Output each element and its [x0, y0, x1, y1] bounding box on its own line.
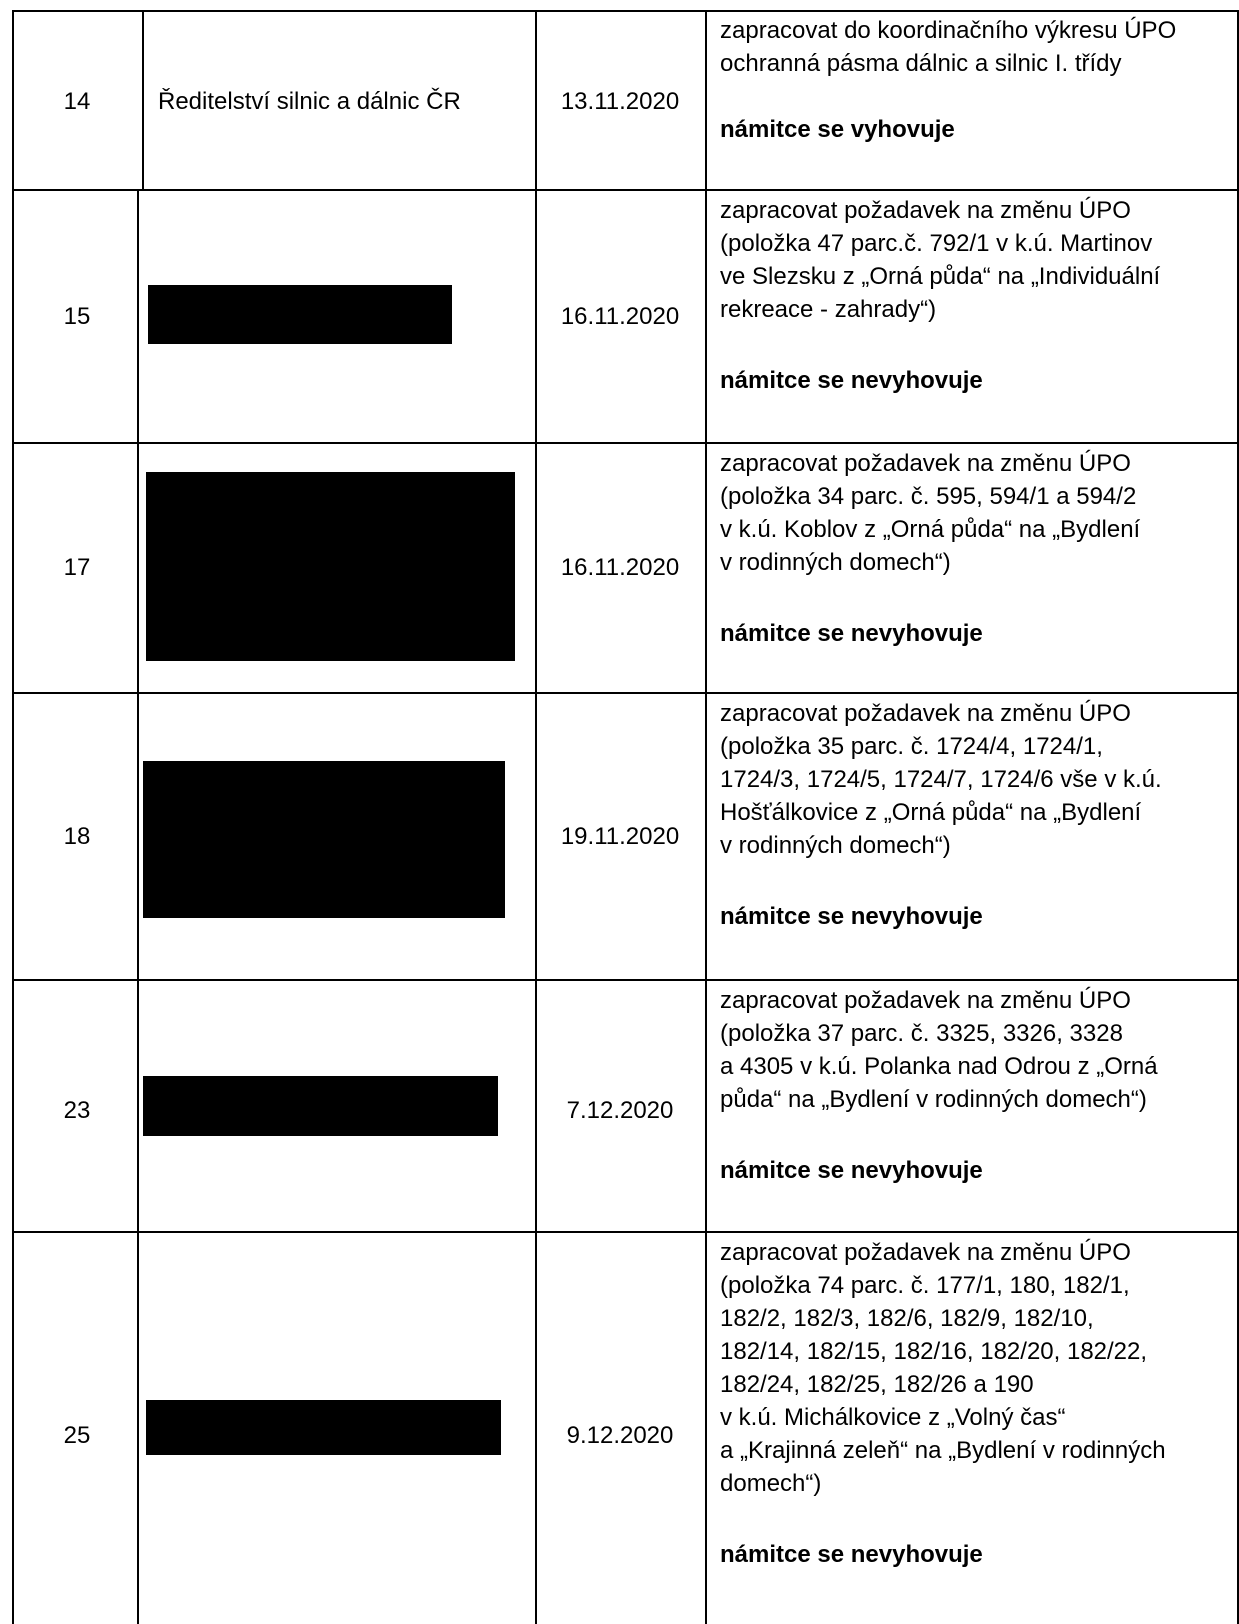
text-line: a 4305 v k.ú. Polanka nad Odrou z „Orná [720, 1053, 1158, 1080]
verdict: námitce se nevyhovuje [720, 1541, 983, 1568]
request-text [720, 984, 1235, 1187]
grid-line [535, 10, 537, 1624]
grid-line [142, 10, 144, 190]
text-line: v rodinných domech“) [720, 832, 951, 859]
grid-line [12, 692, 1239, 694]
text-line: v k.ú. Koblov z „Orná půda“ na „Bydlení [720, 516, 1141, 543]
submission-date: 13.11.2020 [560, 88, 680, 115]
text-line: Hošťálkovice z „Orná půda“ na „Bydlení [720, 799, 1142, 826]
text-line: ochranná pásma dálnic a silnic I. třídy [720, 50, 1122, 77]
text-line: zapracovat do koordinačního výkresu ÚPO [720, 17, 1177, 44]
text-line: zapracovat požadavek na změnu ÚPO [720, 450, 1131, 477]
row-number: 14 [63, 88, 91, 115]
verdict: námitce se nevyhovuje [720, 367, 983, 394]
grid-line [12, 10, 14, 1624]
row-number: 25 [63, 1422, 91, 1449]
submission-date: 9.12.2020 [566, 1422, 674, 1449]
text-line: (položka 74 parc. č. 177/1, 180, 182/1, [720, 1272, 1130, 1299]
verdict: námitce se vyhovuje [720, 116, 955, 143]
grid-line [705, 10, 707, 1624]
text-line: 182/14, 182/15, 182/16, 182/20, 182/22, [720, 1338, 1148, 1365]
text-line: zapracovat požadavek na změnu ÚPO [720, 987, 1131, 1014]
redaction-box [148, 285, 452, 344]
text-line: zapracovat požadavek na změnu ÚPO [720, 700, 1131, 727]
request-text [720, 14, 1235, 146]
text-line: 182/24, 182/25, 182/26 a 190 [720, 1371, 1034, 1398]
request-text [720, 697, 1235, 933]
submission-date: 7.12.2020 [566, 1097, 674, 1124]
text-line: domech“) [720, 1470, 822, 1497]
redaction-box [146, 472, 515, 661]
row-number: 17 [63, 554, 91, 581]
grid-line [12, 10, 1239, 12]
submission-date: 19.11.2020 [560, 823, 680, 850]
text-line: zapracovat požadavek na změnu ÚPO [720, 1239, 1131, 1266]
verdict: námitce se nevyhovuje [720, 903, 983, 930]
text-line: (položka 34 parc. č. 595, 594/1 a 594/2 [720, 483, 1137, 510]
row-number: 18 [63, 823, 91, 850]
text-line: rekreace - zahrady“) [720, 296, 937, 323]
grid-line [12, 1231, 1239, 1233]
submission-date: 16.11.2020 [560, 554, 680, 581]
text-line: ve Slezsku z „Orná půda“ na „Individuální [720, 263, 1161, 290]
redaction-box [146, 1400, 501, 1455]
text-line: 1724/3, 1724/5, 1724/7, 1724/6 vše v k.ú. [720, 766, 1162, 793]
text-line: (položka 47 parc.č. 792/1 v k.ú. Martinov [720, 230, 1153, 257]
text-line: půda“ na „Bydlení v rodinných domech“) [720, 1086, 1147, 1113]
verdict: námitce se nevyhovuje [720, 620, 983, 647]
request-text [720, 1236, 1235, 1571]
text-line: 182/2, 182/3, 182/6, 182/9, 182/10, [720, 1305, 1094, 1332]
grid-line [12, 442, 1239, 444]
row-number: 15 [63, 303, 91, 330]
submitter-name: Ředitelství silnic a dálnic ČR [158, 88, 461, 115]
text-line: v rodinných domech“) [720, 549, 951, 576]
redaction-box [143, 1076, 498, 1136]
text-line: a „Krajinná zeleň“ na „Bydlení v rodinných [720, 1437, 1166, 1464]
text-line: (položka 37 parc. č. 3325, 3326, 3328 [720, 1020, 1123, 1047]
grid-line [137, 189, 139, 1624]
text-line: zapracovat požadavek na změnu ÚPO [720, 197, 1131, 224]
text-line: (položka 35 parc. č. 1724/4, 1724/1, [720, 733, 1103, 760]
grid-line [12, 979, 1239, 981]
verdict: námitce se nevyhovuje [720, 1157, 983, 1184]
request-text [720, 447, 1235, 650]
text-line: v k.ú. Michálkovice z „Volný čas“ [720, 1404, 1066, 1431]
row-number: 23 [63, 1097, 91, 1124]
grid-line [12, 189, 1239, 191]
request-text [720, 194, 1235, 397]
redaction-box [143, 761, 505, 918]
submission-date: 16.11.2020 [560, 303, 680, 330]
